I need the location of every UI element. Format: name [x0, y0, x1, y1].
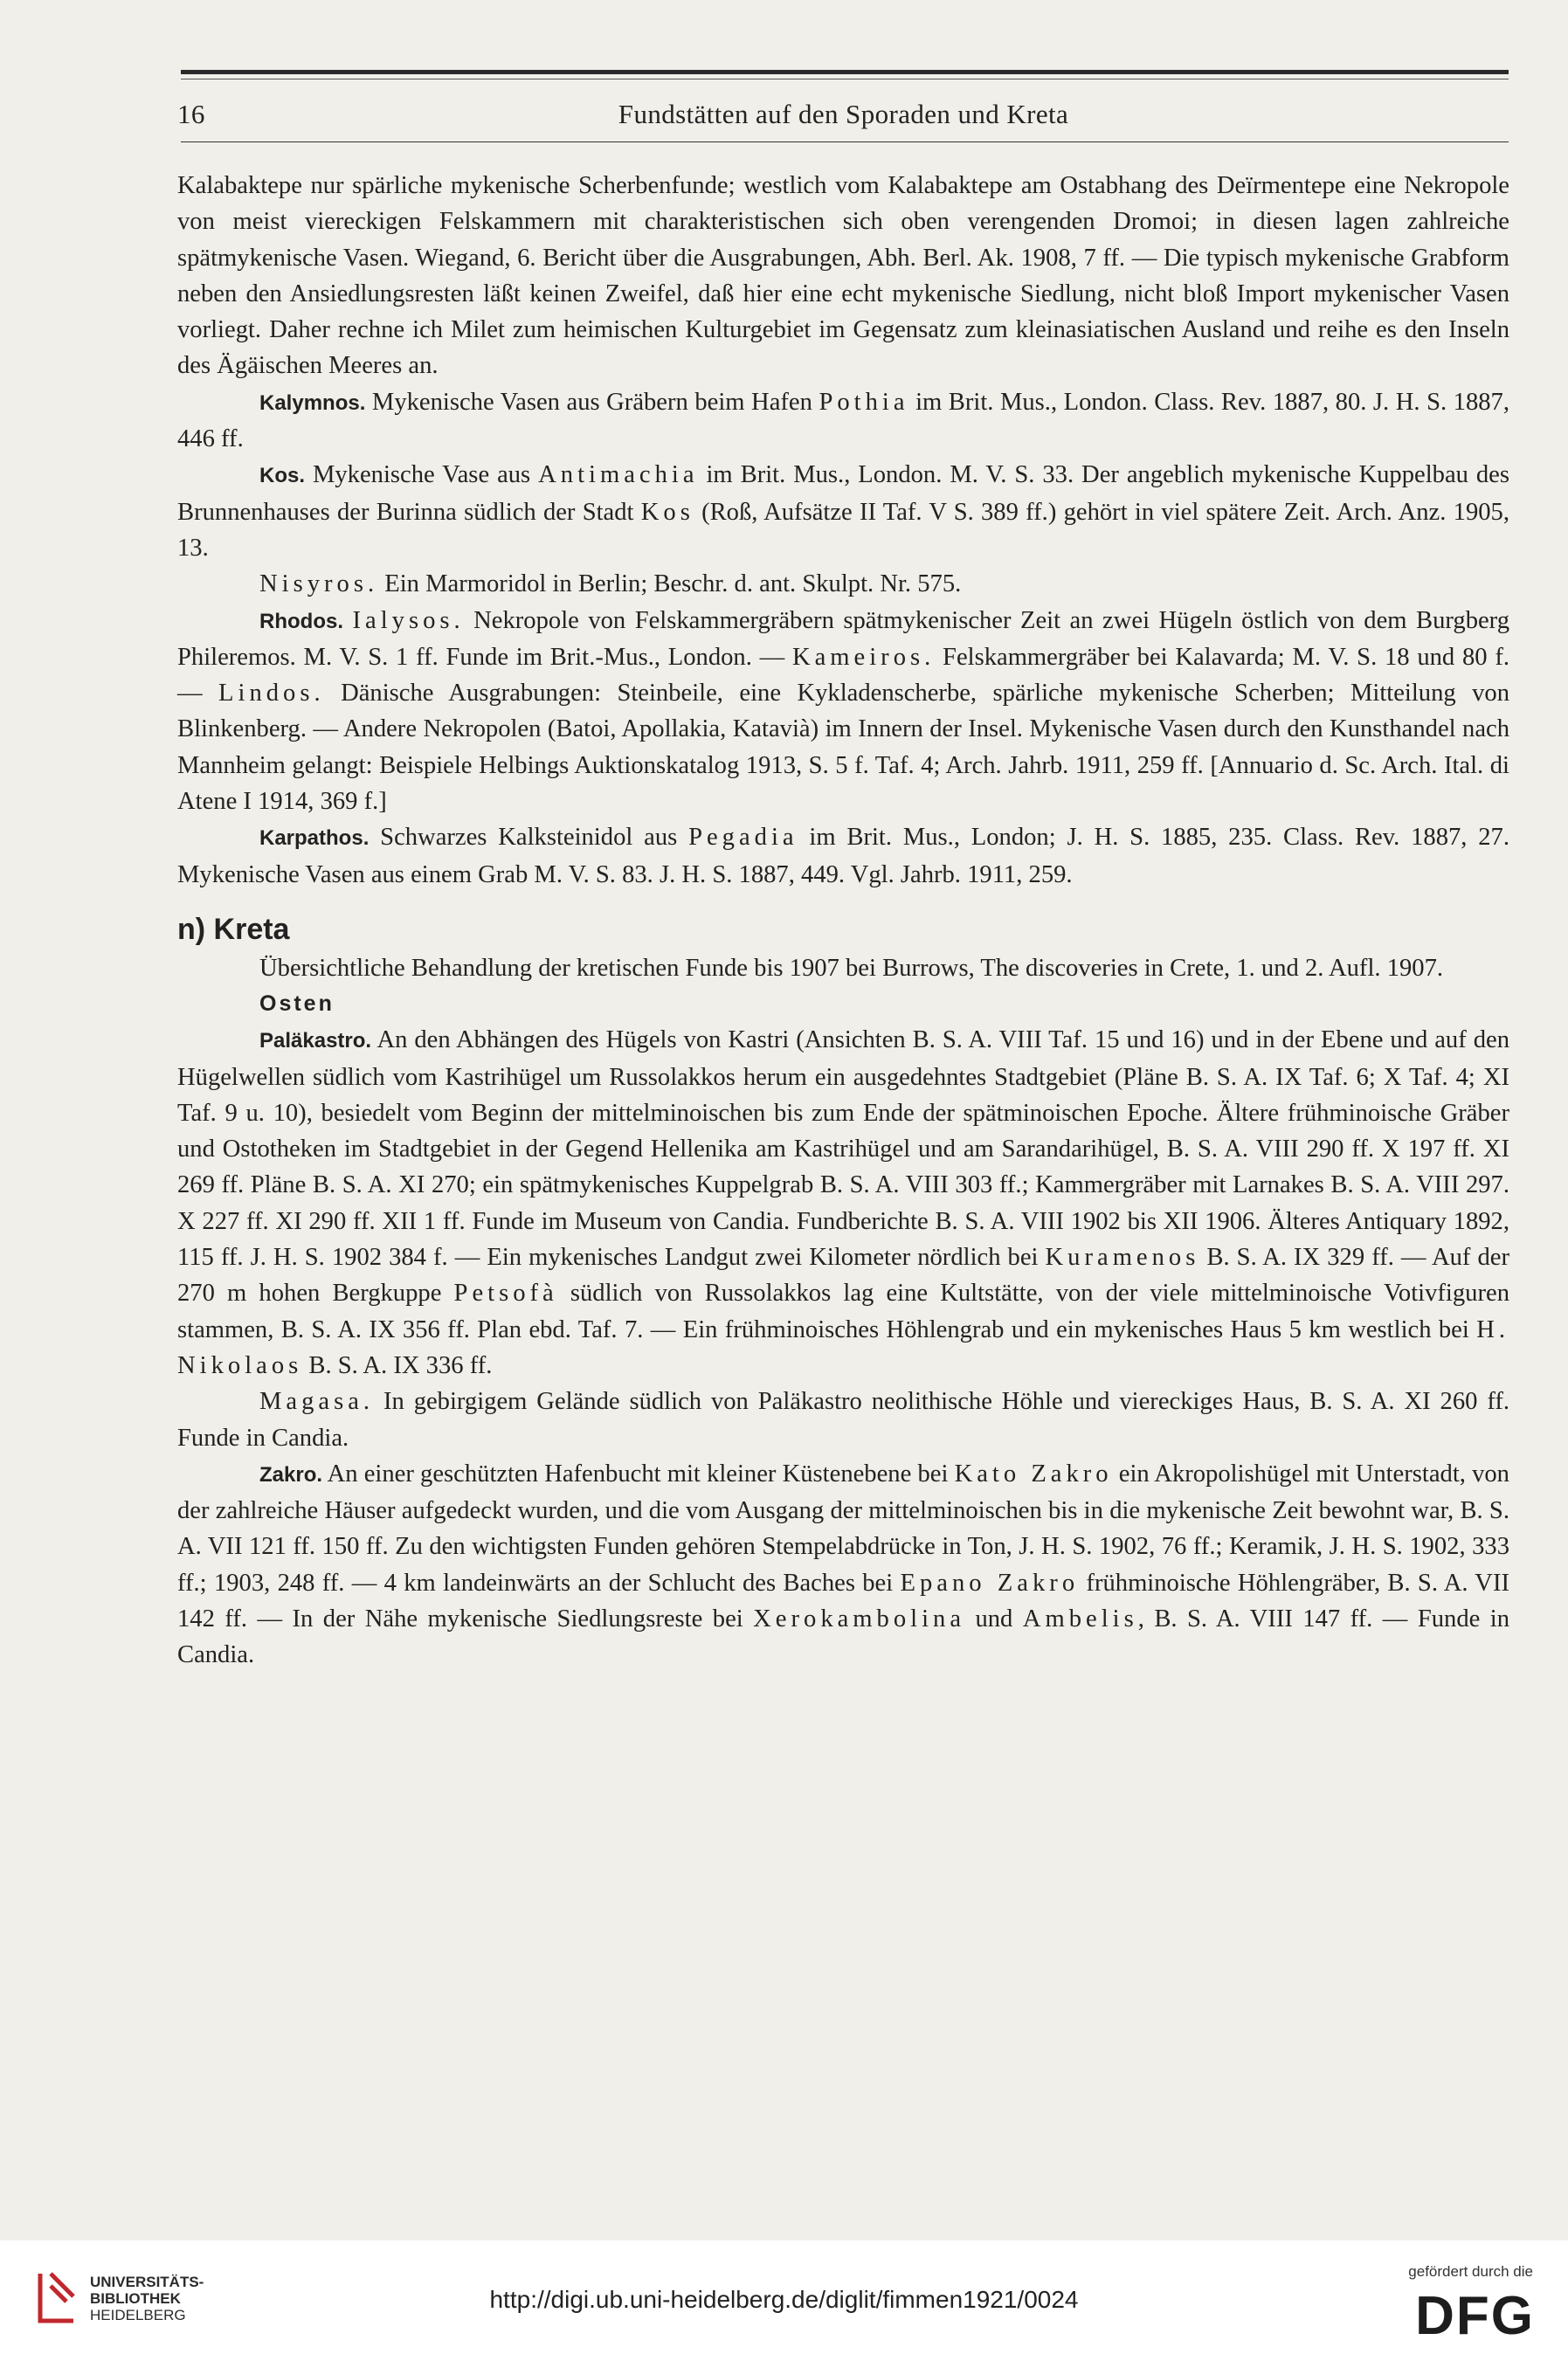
paragraph-karpathos [177, 819, 1509, 893]
spaced-name-ambelis: Ambelis [1022, 1605, 1138, 1633]
spaced-name-kos: Kos [640, 498, 694, 526]
lead-karpathos: Karpathos. [259, 826, 370, 851]
text-segment: südlich von Russolakkos lag eine Kultstätte, von der viele mittelminoische Votivfiguren stammen, B. S. A. IX 356 ff. Plan ebd. Taf. 7. — Ein frühminoisches Höhlengrab und ein mykenisches Haus 5 km westlich bei [177, 1280, 1509, 1343]
paragraph-kos [177, 457, 1509, 566]
spaced-name-kameiros: Kameiros. [791, 643, 936, 671]
spaced-name-kato-zakro: Kato Zakro [954, 1460, 1113, 1488]
running-head [177, 94, 1509, 135]
top-rule [181, 70, 1509, 74]
spaced-name-lindos: Lindos. [218, 680, 325, 708]
spaced-name-nisyros: Nisyros. [259, 570, 379, 598]
dfg-logo: DFG [1415, 2286, 1535, 2346]
permalink-url[interactable]: http://digi.ub.uni-heidelberg.de/diglit/fimmen1921/0024 [489, 2286, 1079, 2313]
viewer-footer [0, 2240, 1568, 2361]
spaced-name-xerokambolina: Xerokambolina [753, 1605, 966, 1633]
text-segment: und [965, 1605, 1023, 1633]
library-line: BIBLIOTHEK [90, 2290, 181, 2307]
text-segment: Felskammergräber bei Kalavarda; M. V. S. 18 und 80 f. — [177, 643, 1510, 708]
text-segment: An den Abhängen des Hügels von Kastri (Ansichten B. S. A. VIII Taf. 15 und 16) und in der Ebene und auf den Hügelwellen südlich vom Kastrihügel um Russolakkos herum ein ausgedehntes Stadtgebiet (Pläne B. S. A. IX Taf. 6; X Taf. 4; XI Taf. 9 u. 10), besiedelt vom Beginn der mittelminoischen bis zum Ende der spätminoischen Epoche. Ältere frühminoische Gräber und Ostotheken im Stadtgebiet in der Gegend Hellenika am Kastrihügel und am Sarandarihügel, B. S. A. VIII 290 ff. X 197 ff. XI 269 ff. Pläne B. S. A. XI 270; ein spätmykenisches Kuppelgrab B. S. A. VIII 303 ff.; Kammergräber mit Larnakes B. S. A. VIII 297. X 227 ff. XI 290 ff. XII 1 ff. Funde im Museum von Candia. Fundberichte B. S. A. VIII 1902 bis XII 1906. Älteres Antiquary 1892, 115 ff. J. H. S. 1902 384 f. — Ein mykenisches Landgut zwei Kilometer nördlich bei [177, 1026, 1509, 1272]
lead-kos: Kos. [259, 464, 306, 488]
lead-palaikastro: Paläkastro. [259, 1029, 372, 1053]
funder-note: gefördert durch die [1408, 2263, 1533, 2280]
text-segment: Dänische Ausgrabungen: Steinbeile, eine Kykladenscherbe, spärliche mykenische Scherben; Mitteilung von Blinkenberg. — Andere Nekropolen (Batoi, Apollakia, Katavià) im Innern der Insel. Mykenische Vasen durch den Kunsthandel nach Mannheim gelangt: Beispiele Helbings Auktionskatalog 1913, S. 5 f. Taf. 4; Arch. Jahrb. 1911, 259 ff. [Annuario d. Sc. Arch. Ital. di Atene I 1914, 369 f.] [177, 680, 1510, 816]
subheading-osten: Osten [259, 991, 335, 1017]
spaced-name-kuramenos: Kuramenos [1045, 1244, 1200, 1272]
text-segment: (Roß, Aufsätze II Taf. V S. 389 ff.) gehört in viel spätere Zeit. Arch. Anz. 1905, 13. [177, 498, 1509, 562]
spaced-name-petsofa: Petsofà [453, 1280, 558, 1308]
spaced-name-epano-zakro: Epano Zakro [900, 1569, 1080, 1597]
spaced-name-h-nikolaos: H. Nikolaos [177, 1315, 1509, 1379]
paragraph-nisyros [177, 566, 1509, 602]
text-segment: Schwarzes Kalksteinidol aus [369, 824, 689, 852]
lead-kalymnos: Kalymnos. [259, 390, 366, 415]
paragraph-kalymnos [177, 384, 1509, 458]
paragraph-magasa [177, 1384, 1509, 1456]
lead-zakro: Zakro. [259, 1462, 323, 1487]
text-segment: B. S. A. IX 329 ff. — Auf der 270 m hohen Bergkuppe [177, 1244, 1509, 1308]
text-segment: In gebirgigem Gelände südlich von Paläkastro neolithische Höhle und viereckiges Haus, B. S. A. XI 260 ff. Funde in Candia. [177, 1388, 1509, 1452]
section-heading-kreta: n) Kreta [177, 912, 290, 946]
text-segment: , B. S. A. VIII 147 ff. — Funde in Candia. [177, 1605, 1509, 1669]
text-segment: Ein Marmoridol in Berlin; Beschr. d. ant. Skulpt. Nr. 575. [378, 570, 962, 598]
text-segment: An einer geschützten Hafenbucht mit kleiner Küstenebene bei [322, 1460, 955, 1488]
spaced-name-pegadia: Pegadia [688, 824, 798, 852]
paragraph-zakro [177, 1456, 1509, 1674]
text-segment: Mykenische Vase aus [305, 461, 539, 489]
paragraph-rhodos [177, 603, 1509, 820]
text-segment: ein Akropolishügel mit Unterstadt, von der zahlreiche Häuser aufgedeckt wurden, und die vom Ausgang der mittelminoischen bis in die mykenische Zeit bewohnt war, B. S. A. VII 121 ff. 150 ff. Zu den wichtigsten Funden gehören Stempelabdrücke in Ton, J. H. S. 1902, 76 ff.; Keramik, J. H. S. 1902, 333 ff.; 1903, 248 ff. — 4 km landeinwärts an der Schlucht des Baches bei [177, 1460, 1509, 1597]
text-segment: im Brit. Mus., London; J. H. S. 1885, 235. Class. Rev. 1887, 27. Mykenische Vasen aus einem Grab M. V. S. 83. J. H. S. 1887, 449. Vgl. Jahrb. 1911, 259. [177, 824, 1510, 888]
spaced-name-pothia: Pothia [819, 388, 909, 416]
paragraph-kreta-intro: Übersichtliche Behandlung der kretischen Funde bis 1907 bei Burrows, The discoveries in Crete, 1. und 2. Aufl. 1907. [259, 954, 1444, 982]
text-segment: B. S. A. IX 336 ff. [302, 1351, 493, 1379]
library-line: HEIDELBERG [90, 2307, 186, 2323]
paragraph-palaikastro [177, 1022, 1509, 1384]
page-body [177, 168, 1509, 1674]
text-segment: im Brit. Mus., London. M. V. S. 33. Der angeblich mykenische Kuppelbau des Brunnenhauses der Burinna südlich der Stadt [177, 461, 1509, 526]
lead-rhodos: Rhodos. [259, 609, 343, 633]
text-segment: Nekropole von Felskammergräbern spätmykenischer Zeit an zwei Hügeln östlich von dem Burgberg Phileremos. M. V. S. 1 ff. Funde im Brit.-Mus., London. — [177, 606, 1509, 671]
spaced-name-ialysos: Ialysos. [352, 606, 465, 634]
spaced-name-magasa: Magasa. [259, 1388, 375, 1416]
library-line: UNIVERSITÄTS- [90, 2274, 204, 2290]
running-title: Fundstätten auf den Sporaden und Kreta [618, 99, 1069, 129]
paragraph-milet: Kalabaktepe nur spärliche mykenische Scherbenfunde; westlich vom Kalabaktepe am Ostabhang des Deïrmentepe eine Nekropole von meist viereckigen Felskammern mit charakteristischen sich oben verengenden Dromoi; in diesen lagen zahlreiche spätmykenische Vasen. Wiegand, 6. Bericht über die Ausgrabungen, Abh. Berl. Ak. 1908, 7 ff. — Die typisch mykenische Grabform neben den Ansiedlungsresten läßt keinen Zweifel, daß hier eine echt mykenische Siedlung, nicht bloß Import mykenischer Vasen vorliegt. Daher rechne ich Milet zum heimischen Kulturgebiet im Gegensatz zum kleinasiatischen Ausland und reihe es den Inseln des Ägäischen Meeres an. [177, 172, 1509, 380]
text-segment: frühminoische Höhlengräber, B. S. A. VII 142 ff. — In der Nähe mykenische Siedlungsreste bei [177, 1569, 1509, 1633]
spaced-name-antimachia: Antimachia [538, 461, 699, 489]
text-segment: im Brit. Mus., London. Class. Rev. 1887, 80. J. H. S. 1887, 446 ff. [177, 388, 1509, 453]
text-segment: Mykenische Vasen aus Gräbern beim Hafen [365, 388, 819, 416]
page-number: 16 [177, 99, 205, 129]
